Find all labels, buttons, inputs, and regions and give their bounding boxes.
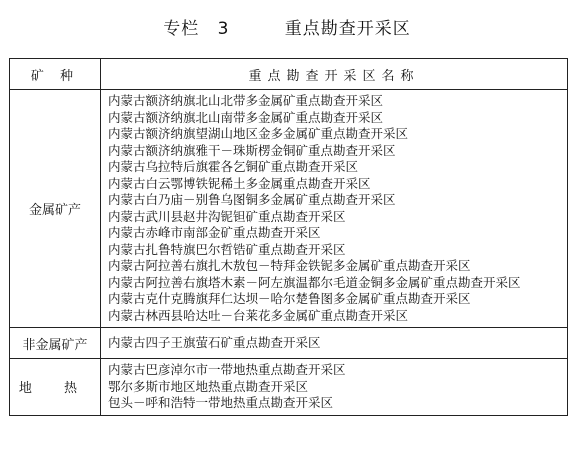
list-item: 内蒙古巴彦淖尔市一带地热重点勘查开采区 [108,362,346,377]
list-item: 内蒙古额济纳旗雅干－珠斯楞金铜矿重点勘查开采区 [108,142,396,158]
area-list-nonmetal [101,328,568,359]
list-item: 内蒙古额济纳旗北山南带多金属矿重点勘查开采区 [108,109,384,125]
list-item: 内蒙古阿拉善右旗塔木素－阿左旗温都尔毛道金铜多金属矿重点勘查开采区 [108,274,521,290]
list-item: 内蒙古扎鲁特旗巴尔哲锆矿重点勘查开采区 [108,241,346,257]
page-title: 专栏 3 重点勘查开采区 [163,19,411,39]
category-metal: 金属矿产 [10,90,101,328]
list-item: 内蒙古武川县赵井沟铌钽矿重点勘查开采区 [108,208,346,224]
list-item: 鄂尔多斯市地区地热重点勘查开采区 [108,378,309,394]
key-exploration-table [9,58,568,416]
table-row [10,359,568,416]
list-item: 内蒙古克什克腾旗拜仁达坝－哈尔楚鲁图多金属矿重点勘查开采区 [108,291,471,306]
header-mineral-type: 矿 种 [10,59,101,90]
area-list-geothermal [101,359,568,416]
area-list-metal [101,90,568,328]
list-item: 内蒙古额济纳旗北山北带多金属矿重点勘查开采区 [108,93,384,108]
list-item: 内蒙古白云鄂博铁铌稀土多金属重点勘查开采区 [108,175,371,191]
list-item: 内蒙古阿拉善右旗扎木敖包－特拜金铁铌多金属矿重点勘查开采区 [108,258,471,273]
table-row [10,328,568,359]
list-item: 内蒙古白乃庙－别鲁乌图铜多金属矿重点勘查开采区 [108,192,396,207]
list-item: 内蒙古乌拉特后旗霍各乞铜矿重点勘查开采区 [108,159,359,174]
list-item: 内蒙古赤峰市南部金矿重点勘查开采区 [108,225,321,240]
list-item: 包头－呼和浩特一带地热重点勘查开采区 [108,395,334,411]
category-geothermal: 地 热 [10,359,101,416]
list-item: 内蒙古额济纳旗望湖山地区金多金属矿重点勘查开采区 [108,126,409,141]
list-item: 内蒙古四子王旗萤石矿重点勘查开采区 [108,334,321,350]
header-area-name: 重点勘查开采区名称 [101,59,568,90]
category-nonmetal: 非金属矿产 [10,328,101,359]
list-item: 内蒙古林西县哈达吐－台莱花多金属矿重点勘查开采区 [108,307,409,323]
table-row [10,90,568,328]
table-header-row [10,59,568,90]
